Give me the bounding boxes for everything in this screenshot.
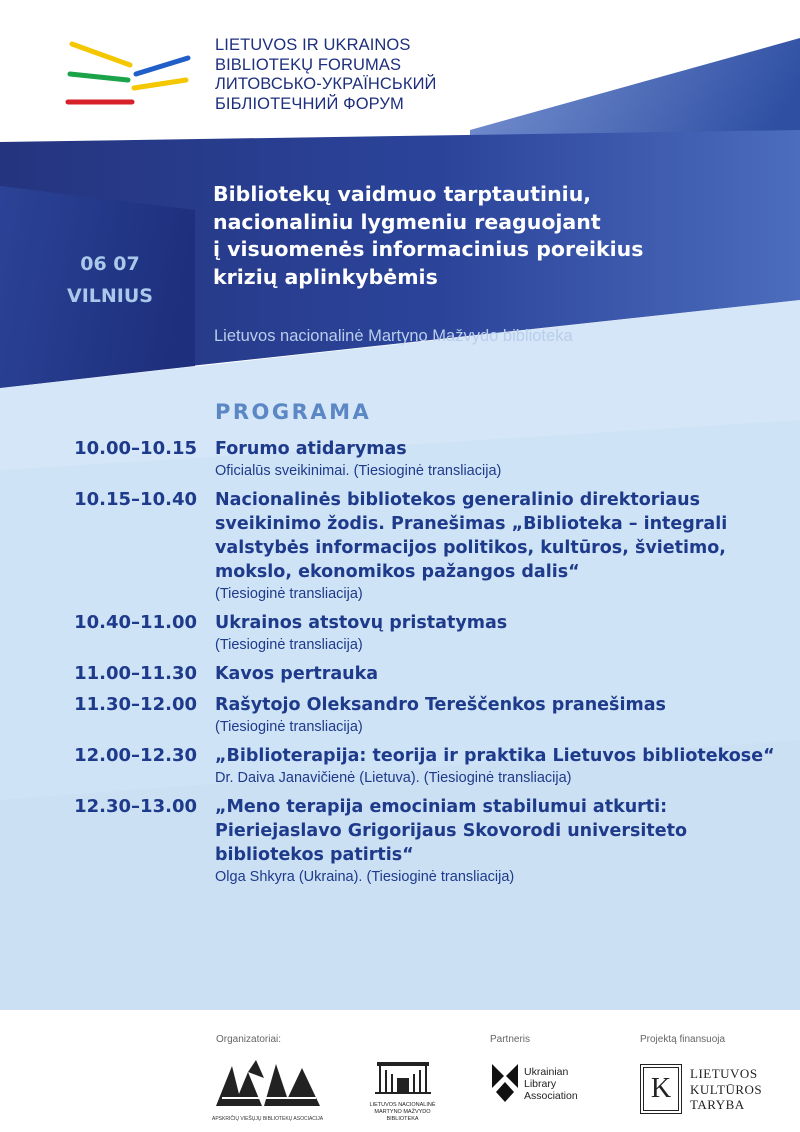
item-time: 12.00–12.30 [74, 745, 197, 766]
item-title-line: Nacionalinės bibliotekos generalinio direktoriaus [215, 490, 701, 510]
date-location [30, 248, 190, 312]
item-title-line: Ukrainos atstovų pristatymas [215, 613, 508, 633]
forum-title-line: BIBLIOTEKŲ FORUMAS [215, 55, 402, 74]
item-title-line: Kavos pertrauka [215, 664, 379, 684]
item-title-line: Rašytojo Oleksandro Tereščenkos pranešimas [215, 695, 666, 715]
item-time: 11.00–11.30 [74, 663, 197, 684]
item-time: 11.30–12.00 [74, 694, 197, 715]
item-note: Oficialūs sveikinimai. (Tiesioginė transliacija) [215, 463, 502, 479]
footer-logos [0, 1030, 800, 1132]
program-item [0, 795, 800, 887]
heading-line: į visuomenės informacinius poreikius [213, 237, 644, 261]
forum-logo-icon [62, 38, 192, 110]
venue: Lietuvos nacionalinė Martyno Mažvydo biblioteka [214, 327, 573, 345]
heading-line: Bibliotekų vaidmuo tarptautiniu, [213, 182, 592, 206]
lnb-text-line: MARTYNO MAŽVYDO [374, 1109, 431, 1115]
ltk-logo [640, 1060, 780, 1120]
item-title [215, 693, 785, 717]
program-item [0, 437, 800, 481]
program-item [0, 744, 800, 788]
item-title-line: mokslo, ekonomikos pažangos dalis“ [215, 562, 580, 582]
forum-title [215, 36, 437, 114]
avba-logo-icon [212, 1058, 324, 1110]
item-title-line: „Meno terapija emociniam stabilumui atkurti: [215, 797, 668, 817]
ula-text-line: Association [524, 1090, 578, 1102]
forum-title-line: БІБЛІОТЕЧНИЙ ФОРУМ [215, 94, 404, 113]
item-note: Olga Shkyra (Ukraina). (Tiesioginė transliacija) [215, 869, 515, 885]
item-time: 10.15–10.40 [74, 489, 197, 510]
funder-caption: Projektą finansuoja [640, 1034, 726, 1045]
avba-logo [212, 1058, 332, 1130]
ula-text-line: Library [524, 1078, 557, 1090]
lnb-text-line: BIBLIOTEKA [386, 1116, 419, 1122]
ltk-frame-icon [640, 1064, 682, 1114]
ula-text-line: Ukrainian [524, 1066, 569, 1078]
ltk-text-line: LIETUVOS [690, 1066, 758, 1081]
item-title-line: valstybės informacijos politikos, kultūros, švietimo, [215, 538, 726, 558]
item-note: Dr. Daiva Janavičienė (Lietuva). (Tiesioginė transliacija) [215, 770, 572, 786]
item-title [215, 744, 785, 768]
item-title-line: Forumo atidarymas [215, 439, 407, 459]
lnb-building-icon [373, 1058, 433, 1098]
item-title [215, 795, 785, 867]
item-note: (Tiesioginė transliacija) [215, 586, 363, 602]
forum-title-line: ЛИТОВСЬКО-УКРАЇНСЬКИЙ [215, 75, 437, 93]
program-label: PROGRAMA [215, 400, 372, 424]
item-title-line: Pieriejaslavo Grigorijaus Skovorodi universiteto [215, 821, 688, 841]
program-item [0, 693, 800, 737]
ula-logo [490, 1060, 600, 1120]
item-title [215, 488, 785, 584]
item-title-line: bibliotekos patirtis“ [215, 845, 414, 865]
program-item [0, 662, 800, 686]
item-title-line: sveikinimo žodis. Pranešimas „Biblioteka – integrali [215, 514, 728, 534]
forum-title-line: LIETUVOS IR UKRAINOS [215, 36, 411, 54]
item-note: (Tiesioginė transliacija) [215, 719, 363, 735]
lnb-logo [355, 1058, 450, 1130]
item-title-line: „Biblioterapija: teorija ir praktika Lietuvos bibliotekose“ [215, 746, 775, 766]
item-title [215, 611, 785, 635]
item-title [215, 662, 785, 686]
event-date: 06 07 [80, 253, 140, 275]
main-heading [213, 181, 773, 291]
program-item [0, 611, 800, 655]
event-city: VILNIUS [67, 285, 153, 307]
item-note: (Tiesioginė transliacija) [215, 637, 363, 653]
item-time: 12.30–13.00 [74, 796, 197, 817]
item-time: 10.40–11.00 [74, 612, 197, 633]
heading-line: nacionaliniu lygmeniu reaguojant [213, 209, 601, 234]
ltk-text-line: TARYBA [690, 1097, 745, 1112]
avba-subtext: APSKRIČIŲ VIEŠŲJŲ BIBLIOTEKŲ ASOCIACIJA [212, 1116, 324, 1122]
organizers-caption: Organizatoriai: [216, 1034, 282, 1045]
ltk-text-line: KULTŪROS [690, 1081, 763, 1097]
ltk-letter: K [643, 1067, 679, 1111]
ula-mark-icon [490, 1062, 520, 1102]
item-time: 10.00–10.15 [74, 438, 197, 459]
lnb-text-line: LIETUVOS NACIONALINĖ [369, 1102, 436, 1108]
heading-line: krizių aplinkybėmis [213, 264, 438, 289]
partner-caption: Partneris [490, 1034, 531, 1045]
program-item [0, 488, 800, 604]
program-schedule [0, 437, 800, 894]
item-title [215, 437, 785, 461]
